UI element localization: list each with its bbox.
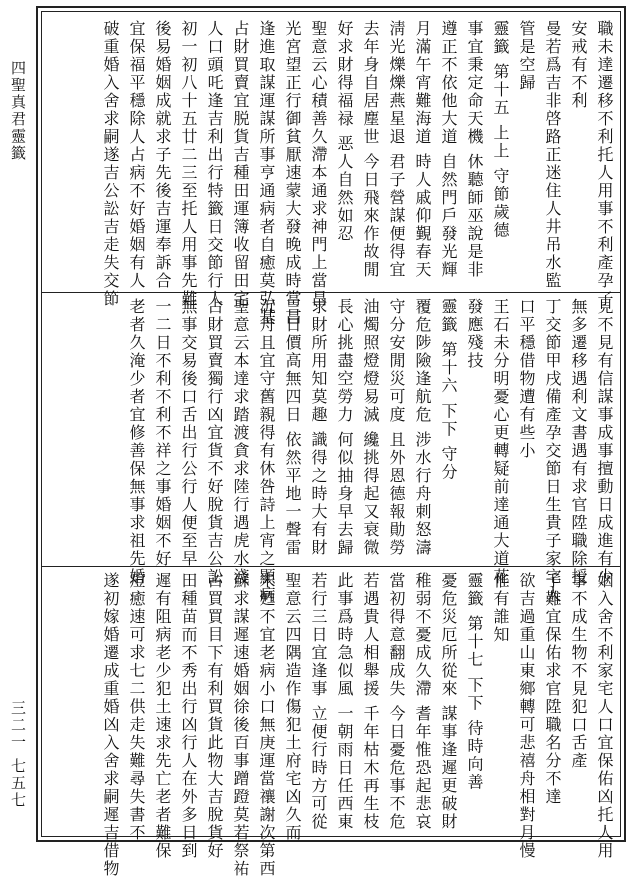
text-column: 沉舟且宜守舊親得有休咎詩上宵之顯病 [257, 298, 276, 604]
text-column: 姻入舍不利家宅人口宜保佑凶托人用 [595, 572, 614, 860]
text-column: 占財買賣獨行凶宜貨不好脫貨吉公訟 [205, 298, 224, 586]
text-column: 聖意云本達求踏渡貪求陸行遇虎水淺 [231, 298, 250, 586]
text-column: 見不見有信謀事成事擅動日成進有少 [595, 298, 614, 586]
text-column: 無事交易後口舌出行公行人便至早 [179, 298, 198, 568]
text-column: 田種苗而不秀出行凶行人在外多日到 [179, 572, 198, 860]
text-column: 人口頭吒逢吉利出行特籤日交節行人 [205, 20, 224, 308]
text-column: 靈籤 第十六 下下 守分 [439, 298, 458, 482]
text-column: 事不成生物不見犯口舌產 [569, 572, 588, 770]
text-column: 口平穩借物遭有些小 [517, 298, 536, 460]
text-column: 發應殘技 [465, 298, 484, 370]
text-column: 痘癒速可求七二供走失難尋失書不 [127, 572, 146, 842]
text-column: 惟有誰知 [491, 572, 510, 644]
text-column: 一二日不利不利不祥之事婚姻不好 [153, 298, 172, 568]
text-column: 月滿午宵難海道 時人戚仰覲春天 [413, 20, 432, 280]
text-column: 憂危災厄所從來 謀事逢遲更破財 [439, 572, 458, 832]
text-column: 王石未分明憂心更轉疑前達通大道花 [491, 298, 510, 586]
panel-middle [44, 298, 618, 604]
panel-top [44, 20, 618, 326]
text-column: 去年身自居塵世 今日飛來作故閒 [361, 20, 380, 280]
text-column: 守分安閒災可度 且外恩德報勛勞 [387, 298, 406, 558]
text-column: 若行三日宜逢事 立便行時方可從 [309, 572, 328, 832]
text-column: 光宮望正行御貧厭速蒙大發晚成時當昌 [283, 20, 302, 326]
text-column: 遲有阻病老少犯土速求先亡老者難保 [153, 572, 172, 860]
text-column: 遵正不依他大道 自然門戶發光輝 [439, 20, 458, 280]
text-column: 占財買賣宜脱貨吉種田運簿收留田宅 [231, 20, 250, 308]
text-column: 職未達遷移不利托人用事不利產孕子 [595, 20, 614, 308]
text-column: 當初得意翻成失 今日憂危事不危 [387, 572, 406, 832]
text-column: 若遇貴人相舉援 千年枯木再生枝 [361, 572, 380, 832]
text-column: 靈籤 第十五 上上 守節歲德 [491, 20, 510, 240]
panel-bottom [44, 572, 618, 878]
margin-title-left: 四聖真君靈籤 [9, 60, 27, 162]
text-column: 蘇求謀遲速婚姻徐後百事蹭蹬莫若祭祐 [231, 572, 250, 878]
text-column: 破重婚入舍求嗣遂吉公訟吉走失交節 [101, 20, 120, 308]
text-column: 稚弱不憂成久滯 耆年惟恐起悲哀 [413, 572, 432, 832]
text-column: 老者久淹少者宜修善保無事求祖先婚 [127, 298, 146, 586]
text-column: 靈籤 第十七 下下 待時向善 [465, 572, 484, 792]
text-column: 丁交節甲戌備產孕交節日生貴子家宅人 [543, 298, 562, 604]
text-column: 安戒有不利 [569, 20, 588, 110]
text-column: 求財所用知莫趣 識得之時大有財 [309, 298, 328, 558]
text-column: 宜保福平穩除人占病不好婚姻有人 [127, 20, 146, 290]
text-column: 好求財得福禄 恶人自然如忍 [335, 20, 354, 244]
text-column: 初一初八十五廿二三至托人用事先難 [179, 20, 198, 308]
text-column: 事宜秉定命天機 休聽師巫說是非 [465, 20, 484, 280]
page-number: 三二一 七五七 [9, 700, 27, 809]
panel-divider-top [41, 292, 621, 293]
text-column: 油燭照燈燈易滅 纔挑得起又衰微 [361, 298, 380, 558]
text-column: 長心挑盡空勞力 何似抽身早去歸 [335, 298, 354, 558]
text-column: 聖意云四隅造作傷犯土府宅凶久而 [283, 572, 302, 842]
text-column: 覆危陟險逢航危 涉水行舟刺怒濤 [413, 298, 432, 558]
text-column: 逢進取謀運謀所事亨通病者自癒莫弘基 [257, 20, 276, 326]
text-column: 曼若爲吉非啓路正迷住人井吊水監 [543, 20, 562, 290]
text-column: 欲吉過重山東鄉轉可悲禧舟相對月慢 [517, 572, 536, 860]
text-column: 占買買目下有利買貨此物大吉脫貨好 [205, 572, 224, 860]
text-column: 三日價高無四日 依然平地一聲雷 [283, 298, 302, 558]
text-column: 遂初嫁婚遷成重婚凶入舍求嗣遲吉借物 [101, 572, 120, 878]
text-column: 管是空歸 [517, 20, 536, 92]
text-column: 子難宜保佑求官陞職名分不達 [543, 572, 562, 806]
text-column: 淸光爍爍燕星退 君子營謀便得宜 [387, 20, 406, 280]
text-column: 無多遷移遇利文書遇有求官陞職除授 [569, 298, 588, 586]
text-column: 後易婚姻成就求子先後吉運奉訴合 [153, 20, 172, 290]
text-column: 此事爲時急似風 一朝雨日任西東 [335, 572, 354, 832]
text-column: 未甦不宜老病小口無庚運當禳謝次第西 [257, 572, 276, 878]
text-column: 聖意云心積善久滯本通求神門上當昌 [309, 20, 328, 308]
